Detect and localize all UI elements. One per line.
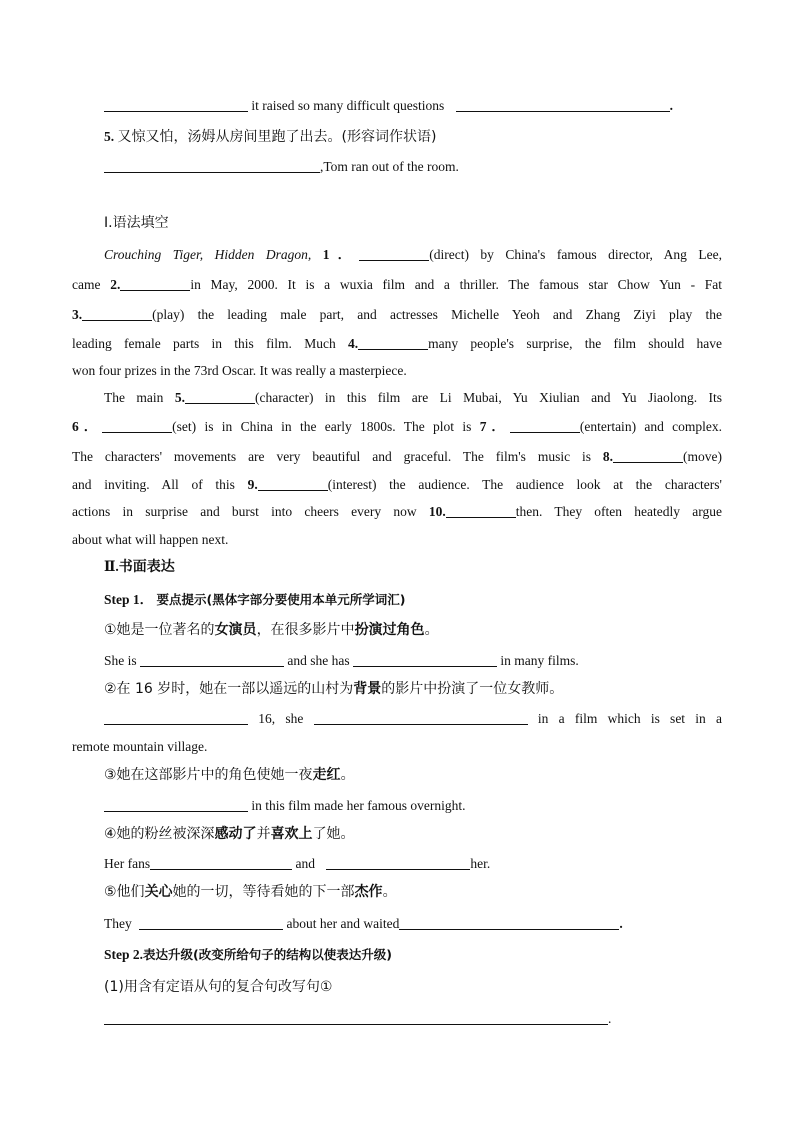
paragraph-2-line-6: about what will happen next. [72,532,229,547]
answer-blank[interactable] [104,710,248,725]
sentence-2-cn: ②在 16 岁时，她在一部以遥远的山村为背景的影片中扮演了一位女教师。 [104,681,564,697]
question-5: 5. 又惊又怕，汤姆从房间里跑了出去。(形容词作状语) [104,129,437,145]
sentence-3-en: in this film made her famous overnight. [104,797,465,815]
step-2-answer-line: . [104,1010,611,1028]
answer-blank-1[interactable] [359,246,429,261]
section-heading-grammar: Ⅰ.语法填空 [104,215,169,231]
answer-blank[interactable] [104,797,248,812]
section-heading-writing: Ⅱ.书面表达 [104,559,175,575]
answer-blank[interactable] [353,652,497,667]
answer-blank[interactable] [150,855,292,870]
answer-blank[interactable] [139,915,283,930]
sentence-1-cn: ①她是一位著名的女演员，在很多影片中扮演过角色。 [104,622,439,638]
answer-blank[interactable] [456,97,670,112]
answer-blank[interactable] [314,710,528,725]
paragraph-1-line-1: Crouching Tiger, Hidden Dragon, 1． (direct) by China's famous director, Ang Lee, [104,247,722,262]
answer-blank[interactable] [104,1010,608,1025]
sentence-5-cn: ⑤他们关心她的一切，等待看她的下一部杰作。 [104,884,397,900]
answer-blank-3[interactable] [82,306,152,321]
answer-blank-7[interactable] [510,418,580,433]
paragraph-2-line-3: The characters' movements are very beautiful and graceful. The film's music is 8. (move) [72,449,722,464]
step-2-header: Step 2.表达升级(改变所给句子的结构以使表达升级) [104,947,392,962]
sentence-3-cn: ③她在这部影片中的角色使她一夜走红。 [104,767,355,783]
answer-blank[interactable] [399,915,619,930]
sentence-1-en: She is and she has in many films. [104,653,579,668]
paragraph-2-line-1: The main 5. (character) in this film are Li Mubai, Yu Xiulian and Yu Jiaolong. Its [104,390,723,405]
answer-blank-8[interactable] [613,448,683,463]
sentence-2-en: 16, she in a film which is set in a [104,710,722,728]
answer-blank[interactable] [140,652,284,667]
question-5-answer: ,Tom ran out of the room. [104,158,459,176]
sentence-2-en-cont: remote mountain village. [72,739,208,754]
answer-blank-9[interactable] [258,476,328,491]
answer-blank-10[interactable] [446,503,516,518]
paragraph-1-line-5: won four prizes in the 73rd Oscar. It was really a masterpiece. [72,363,407,378]
answer-blank[interactable] [326,855,470,870]
step-1-header: Step 1． 要点提示(黑体字部分要使用本单元所学词汇) [104,592,406,607]
answer-blank[interactable] [104,158,320,173]
answer-blank-5[interactable] [185,389,255,404]
sentence-4-en: Her fans and her. [104,856,491,871]
paragraph-1-line-4: leading female parts in this film. Much 4. many people's surprise, the film should have [72,336,723,351]
answer-blank-2[interactable] [120,276,190,291]
paragraph-2-line-4: and inviting. All of this 9. (interest) the audience. The audience look at the characters' [72,477,722,492]
paragraph-2-line-2: 6． (set) is in China in the early 1800s. The plot is 7． (entertain) and complex. [72,419,723,434]
sentence-5-en: They about her and waited . [104,916,623,931]
paragraph-2-line-5: actions in surprise and burst into cheers every now 10. then. They often heatedly argue [72,504,722,519]
answer-blank[interactable] [104,97,248,112]
paragraph-1-line-2: came 2. in May, 2000. It is a wuxia film and a thriller. The famous star Chow Yun - Fat [72,277,723,292]
paragraph-1-line-3: 3. (play) the leading male part, and actresses Michelle Yeoh and Zhang Ziyi play the [72,307,722,322]
sentence-4-cn: ④她的粉丝被深深感动了并喜欢上了她。 [104,826,355,842]
answer-blank-4[interactable] [358,335,428,350]
step-2-question-1: (1)用含有定语从句的复合句改写句① [104,979,333,995]
top-line-1: it raised so many difficult questions . [104,97,673,115]
answer-blank-6[interactable] [102,418,172,433]
